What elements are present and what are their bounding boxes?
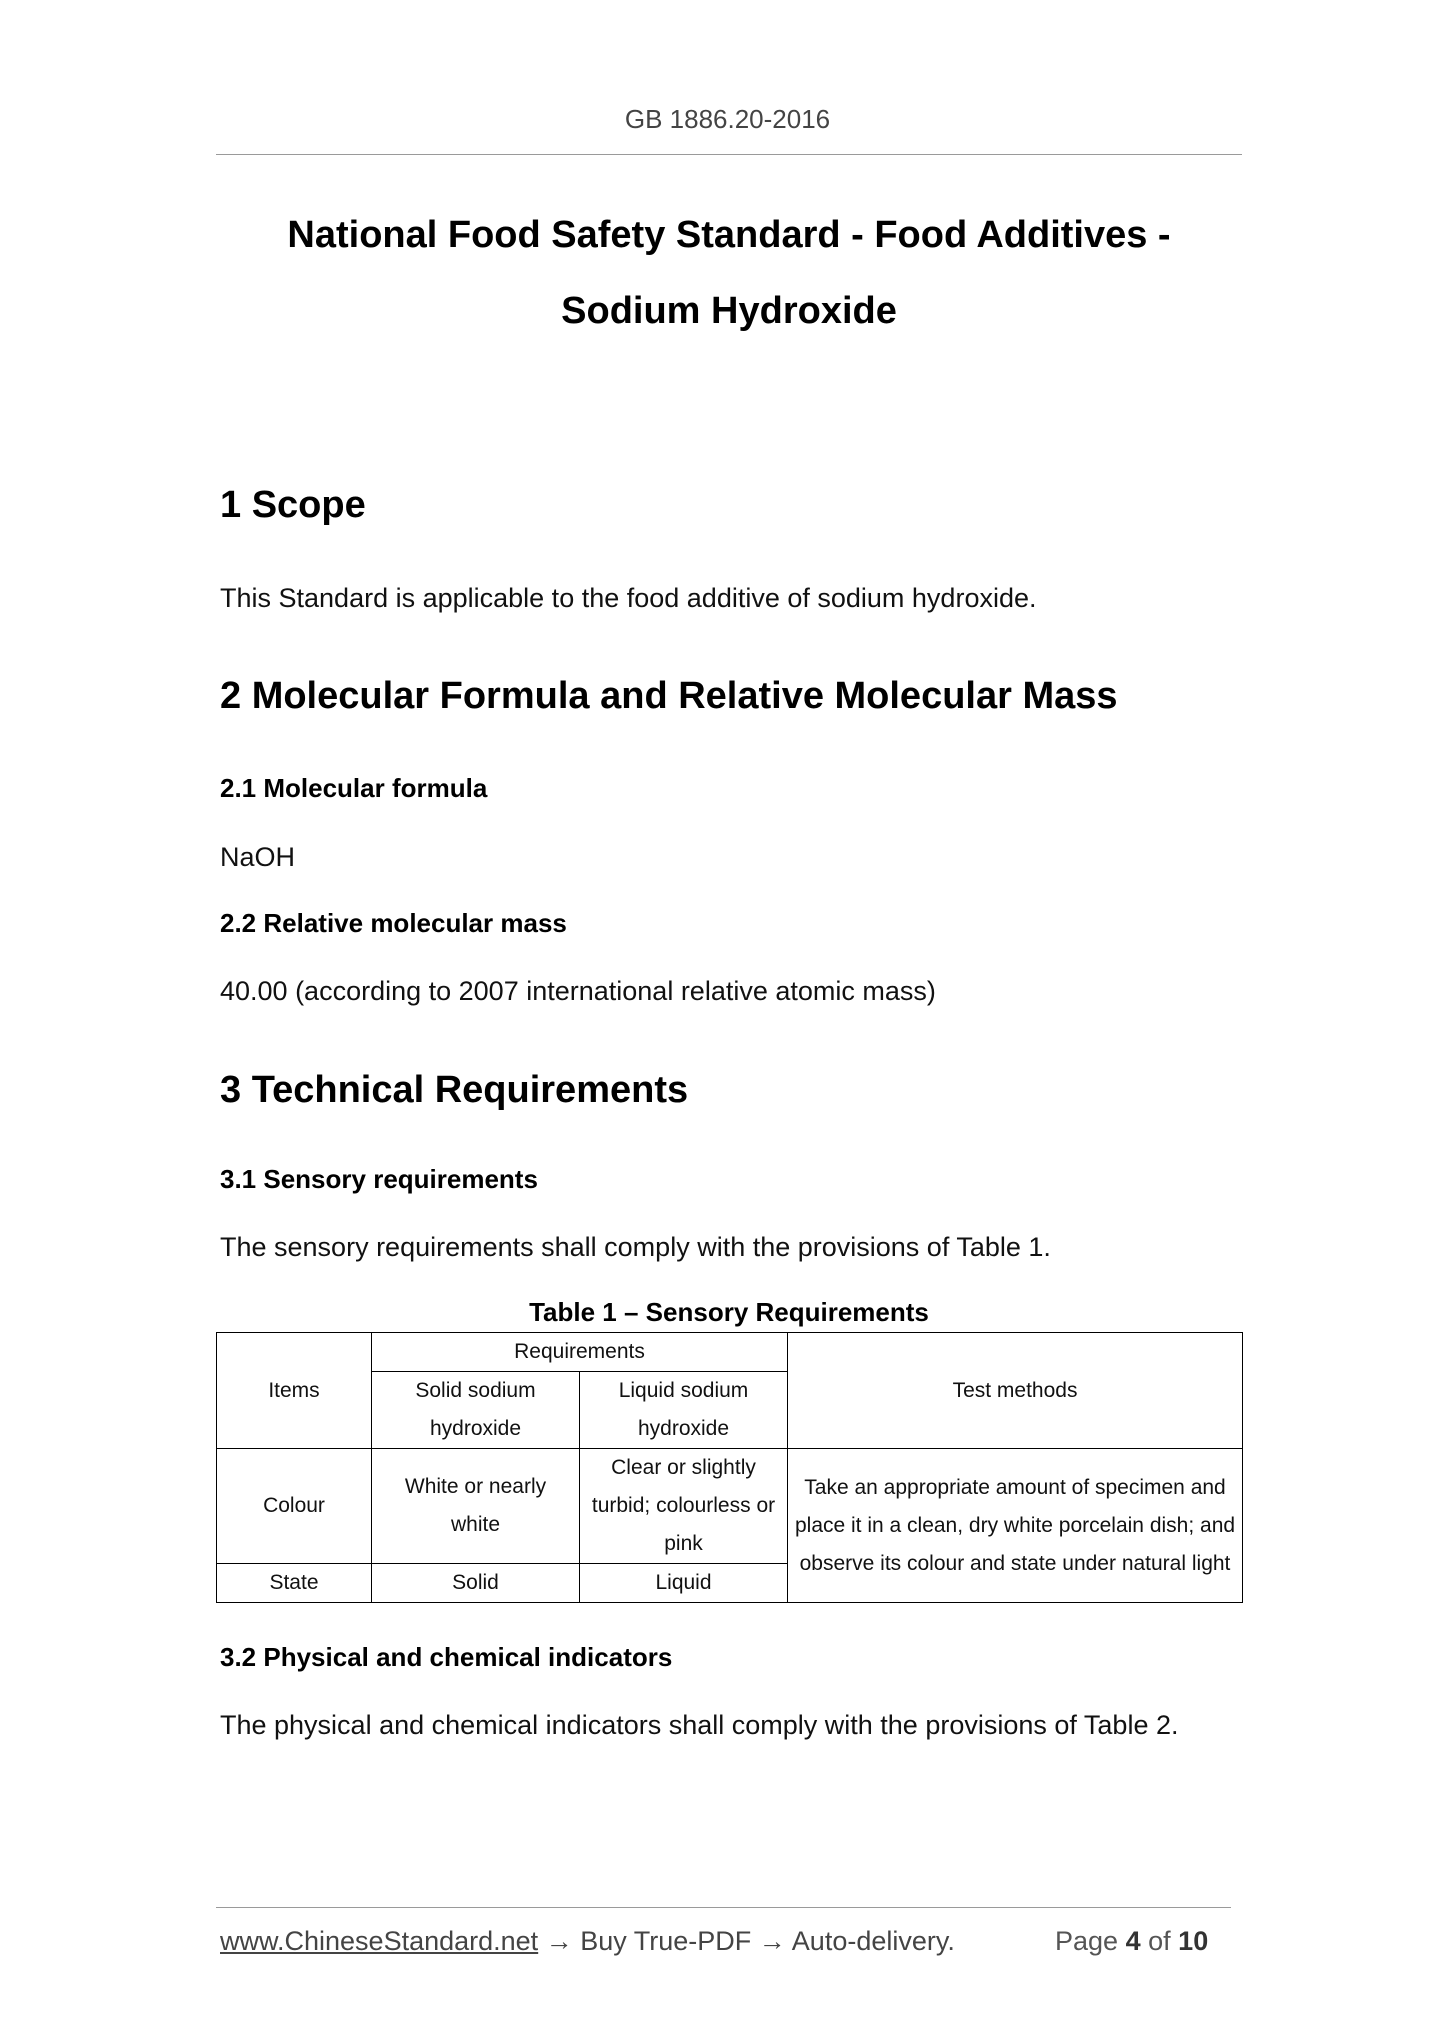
- document-title-line-2: Sodium Hydroxide: [561, 290, 897, 332]
- scope-text: This Standard is applicable to the food additive of sodium hydroxide.: [220, 583, 1037, 613]
- physchem-text: The physical and chemical indicators shall comply with the provisions of Table 2.: [220, 1710, 1179, 1740]
- table-row: [217, 1449, 1243, 1564]
- footer-promo: [220, 1926, 955, 1957]
- website-link[interactable]: www.ChineseStandard.net: [220, 1926, 539, 1956]
- table-1-caption: Table 1 – Sensory Requirements: [529, 1297, 929, 1327]
- header-solid: Solid sodium hydroxide: [372, 1372, 580, 1449]
- page-of-label: of: [1148, 1926, 1171, 1956]
- row-item: Colour: [217, 1449, 372, 1564]
- header-items: Items: [217, 1333, 372, 1449]
- row-solid: White or nearly white: [372, 1449, 580, 1564]
- header-divider: [216, 154, 1242, 155]
- arrow-right-icon: →: [758, 1926, 786, 1956]
- relative-mass-value: 40.00 (according to 2007 international relative atomic mass): [220, 976, 936, 1006]
- header-test-methods: Test methods: [788, 1333, 1243, 1449]
- page-label: Page: [1055, 1926, 1119, 1956]
- row-solid: Solid: [372, 1564, 580, 1603]
- sensory-text: The sensory requirements shall comply with the provisions of Table 1.: [220, 1232, 1051, 1262]
- arrow-right-icon: →: [545, 1926, 573, 1956]
- section-heading-technical: 3 Technical Requirements: [220, 1069, 689, 1111]
- table-header-row: [217, 1333, 1243, 1372]
- footer-divider: [216, 1907, 1231, 1908]
- page-indicator: [1055, 1926, 1208, 1957]
- sensory-requirements-table: [216, 1332, 1243, 1603]
- subheading-sensory: 3.1 Sensory requirements: [220, 1164, 538, 1194]
- molecular-formula-value: NaOH: [220, 842, 296, 872]
- section-heading-molecular: 2 Molecular Formula and Relative Molecular Mass: [220, 675, 1118, 717]
- row-liquid: Liquid: [580, 1564, 788, 1603]
- test-method-cell: Take an appropriate amount of specimen and place it in a clean, dry white porcelain dish; and observe its colour and state under natural light: [788, 1449, 1243, 1603]
- subheading-physchem: 3.2 Physical and chemical indicators: [220, 1642, 673, 1672]
- footer-buy-text: Buy True-PDF: [580, 1926, 752, 1956]
- header-standard-code: GB 1886.20-2016: [624, 104, 831, 134]
- page-total: 10: [1178, 1926, 1209, 1956]
- subheading-relative-mass: 2.2 Relative molecular mass: [220, 908, 567, 938]
- header-liquid: Liquid sodium hydroxide: [580, 1372, 788, 1449]
- row-liquid: Clear or slightly turbid; colourless or pink: [580, 1449, 788, 1564]
- page-current: 4: [1125, 1926, 1141, 1956]
- document-title-line-1: National Food Safety Standard - Food Additives -: [287, 214, 1171, 256]
- header-requirements: Requirements: [372, 1333, 788, 1372]
- row-item: State: [217, 1564, 372, 1603]
- subheading-molecular-formula: 2.1 Molecular formula: [220, 773, 488, 803]
- footer-delivery-text: Auto-delivery.: [791, 1926, 955, 1956]
- section-heading-scope: 1 Scope: [220, 484, 366, 526]
